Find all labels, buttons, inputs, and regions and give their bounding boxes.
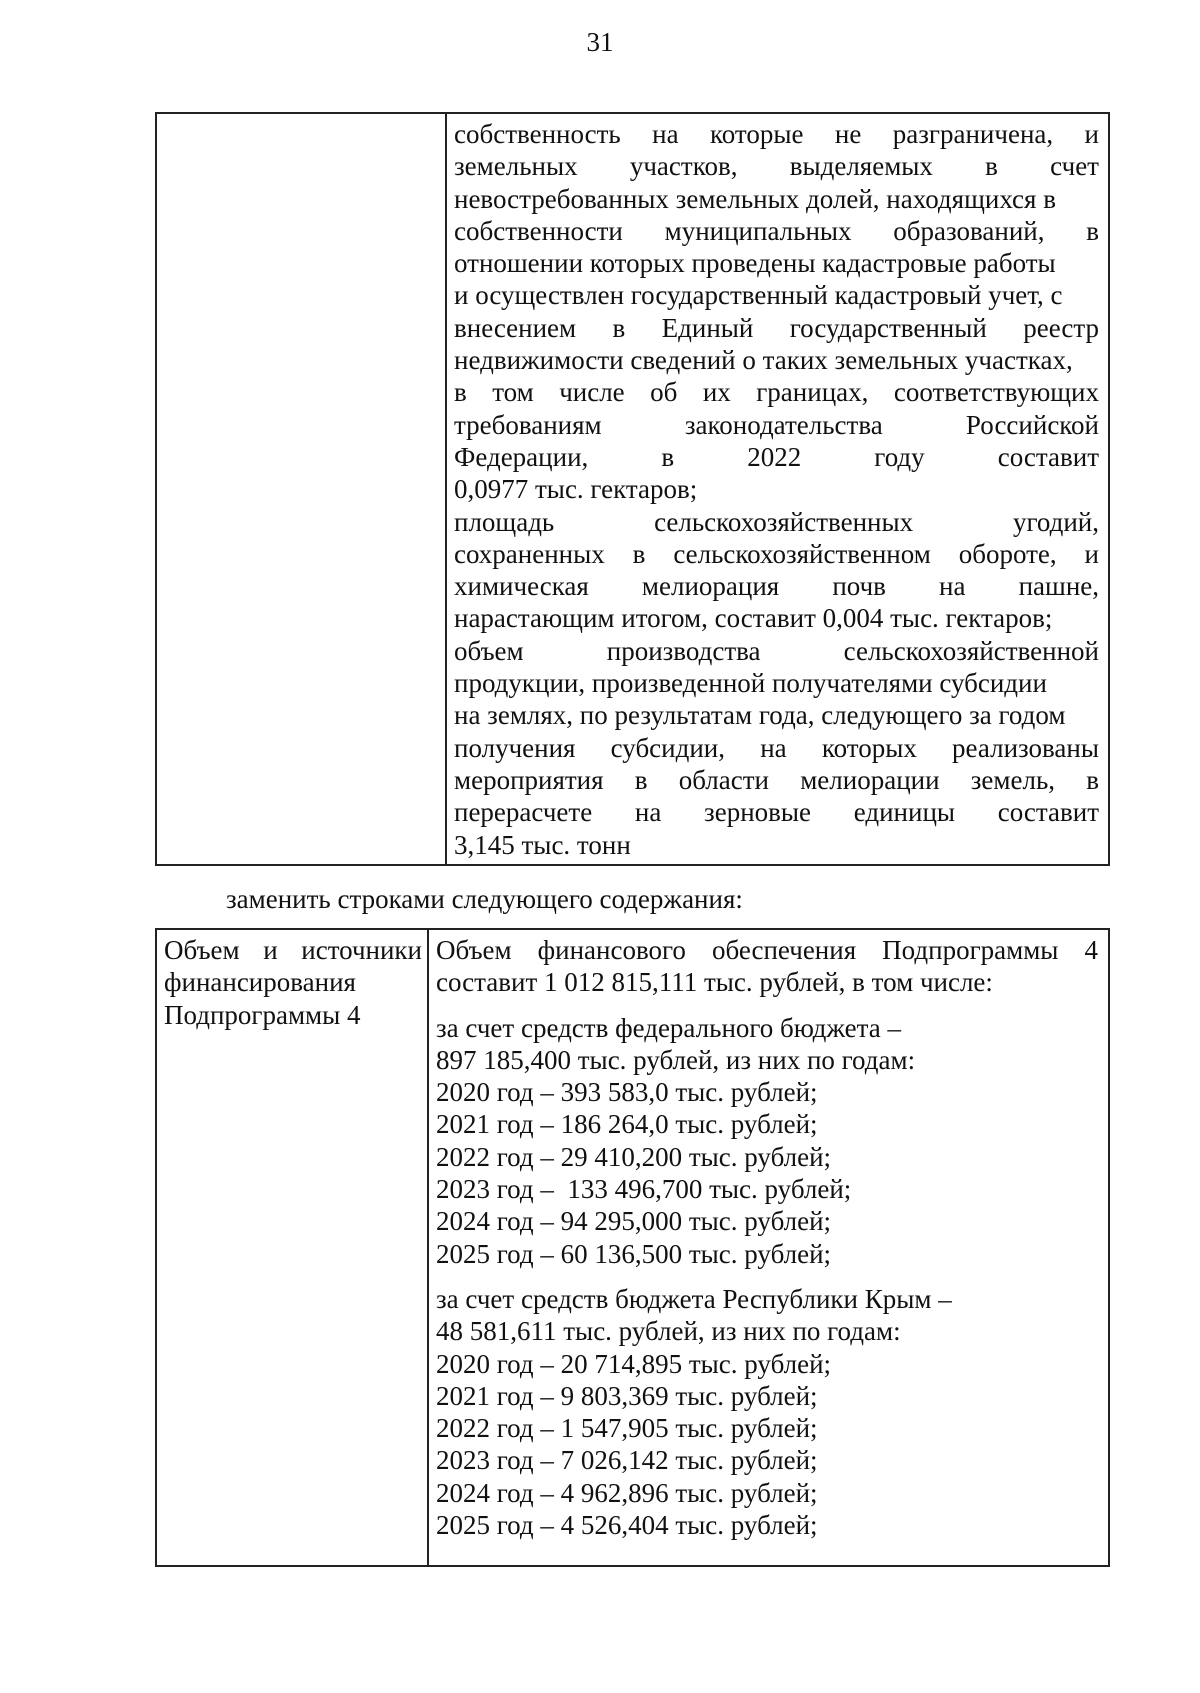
table-column-divider [427, 930, 429, 1565]
crimea-year-line: 2023 год – 7 026,142 тыс. рублей; [436, 1445, 818, 1476]
text-line: сохраненных в сельскохозяйственном обороте, и [454, 538, 1099, 569]
text-line: недвижимости сведений о таких земельных участках, [454, 345, 1073, 376]
federal-budget-total: 897 185,400 тыс. рублей, из них по годам: [436, 1044, 916, 1075]
crimea-year-line: 2020 год – 20 714,895 тыс. рублей; [436, 1348, 832, 1379]
table-column-divider [445, 114, 447, 864]
text-line: химическая мелиорация почв на пашне, [454, 571, 1099, 602]
page-number: 31 [586, 27, 614, 57]
text-line: площадь сельскохозяйственных угодий, [454, 506, 1099, 537]
text-line: требованиям законодательства Российской [454, 409, 1099, 440]
crimea-year-line: 2021 год – 9 803,369 тыс. рублей; [436, 1380, 818, 1411]
text-line: земельных участков, выделяемых в счет [454, 151, 1099, 182]
summary-line: составит 1 012 815,111 тыс. рублей, в том числе: [436, 967, 993, 998]
replacement-intro: заменить строками следующего содержания: [226, 884, 743, 914]
crimea-year-line: 2022 год – 1 547,905 тыс. рублей; [436, 1413, 818, 1444]
text-line: собственность на которые не разграничена, и [454, 119, 1099, 149]
text-line: на землях, по результатам года, следующего за годом [454, 700, 1066, 731]
funding-label-cell [164, 934, 422, 1031]
federal-year-line: 2020 год – 393 583,0 тыс. рублей; [436, 1077, 818, 1108]
label-line: Подпрограммы 4 [164, 999, 361, 1030]
text-line: 0,0977 тыс. гектаров; [454, 474, 698, 505]
federal-year-line: 2021 год – 186 264,0 тыс. рублей; [436, 1109, 818, 1140]
label-line: Объем и источники [164, 935, 422, 965]
federal-year-line: 2025 год – 60 136,500 тыс. рублей; [436, 1238, 832, 1269]
table-cell-text [454, 118, 1099, 861]
text-line: перерасчете на зерновые единицы составит [454, 797, 1099, 828]
crimea-budget-total: 48 581,611 тыс. рублей, из них по годам: [436, 1316, 901, 1347]
federal-year-line: 2024 год – 94 295,000 тыс. рублей; [436, 1206, 832, 1237]
crimea-budget-title: за счет средств бюджета Республики Крым – [436, 1283, 952, 1314]
label-line: финансирования [164, 967, 356, 998]
text-line: мероприятия в области мелиорации земель, в [454, 764, 1099, 795]
funding-details-cell [436, 934, 1098, 1541]
federal-year-line: 2023 год – 133 496,700 тыс. рублей; [436, 1174, 852, 1205]
text-line: Федерации, в 2022 году составит [454, 441, 1099, 472]
text-line: отношении которых проведены кадастровые работы [454, 248, 1056, 279]
text-line: в том числе об их границах, соответствующих [454, 377, 1099, 408]
text-line: 3,145 тыс. тонн [454, 829, 631, 860]
text-line: продукции, произведенной получателями субсидии [454, 668, 1047, 699]
crimea-year-line: 2025 год – 4 526,404 тыс. рублей; [436, 1510, 818, 1541]
text-line: собственности муниципальных образований, в [454, 215, 1099, 246]
text-line: объем производства сельскохозяйственной [454, 635, 1099, 666]
text-line: внесением в Единый государственный реестр [454, 312, 1099, 343]
summary-line: Объем финансового обеспечения Подпрограммы 4 [436, 935, 1098, 965]
text-line: получения субсидии, на которых реализованы [454, 732, 1099, 763]
funding-table [155, 928, 1110, 1567]
text-line: и осуществлен государственный кадастровый учет, с [454, 280, 1063, 311]
text-line: невостребованных земельных долей, находящихся в [454, 183, 1056, 214]
text-line: нарастающим итогом, составит 0,004 тыс. гектаров; [454, 603, 1053, 634]
continuation-table [155, 112, 1110, 866]
federal-budget-title: за счет средств федерального бюджета – [436, 1012, 901, 1043]
crimea-year-line: 2024 год – 4 962,896 тыс. рублей; [436, 1477, 818, 1508]
federal-year-line: 2022 год – 29 410,200 тыс. рублей; [436, 1141, 832, 1172]
